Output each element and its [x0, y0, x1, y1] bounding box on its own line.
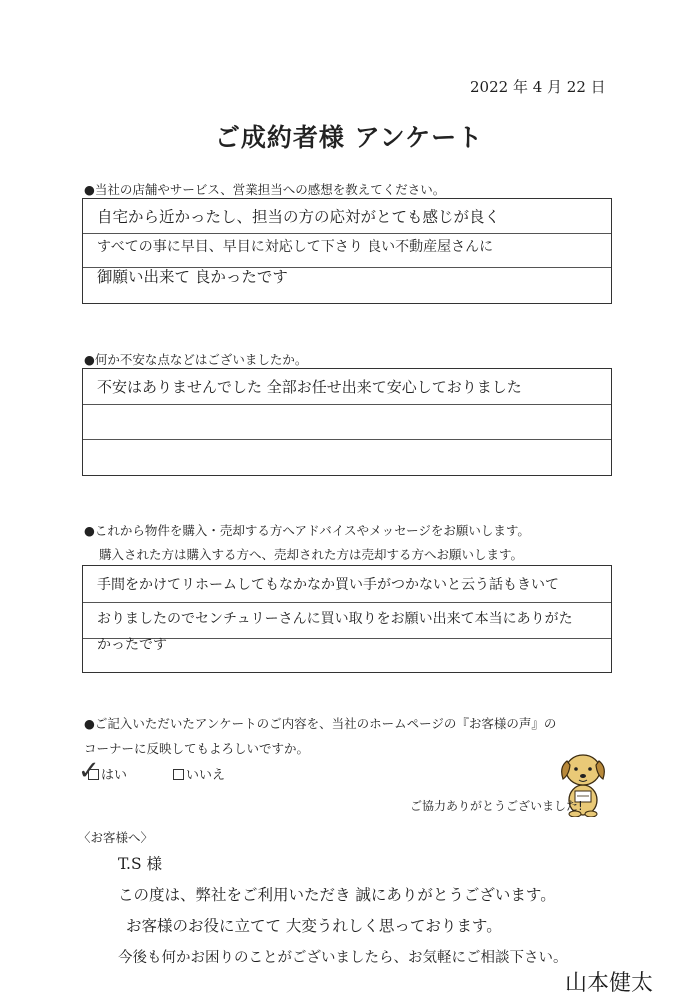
answer-line: 手間をかけてリホームしてもなかなか買い手がつかないと云う話もきいて: [97, 577, 559, 593]
staff-signature: 山本健太: [565, 971, 654, 996]
question-concerns: ●何か不安な点などはございましたか。: [84, 352, 308, 367]
question-advice-note: 購入された方は購入する方へ、売却された方は売却する方へお願いします。: [99, 547, 524, 562]
check-mark-icon: ✓: [78, 756, 100, 786]
answer-line: かったです: [97, 637, 167, 653]
ruled-line: [83, 233, 611, 234]
answer-box-impressions: [82, 198, 612, 304]
answer-line: 不安はありませんでした 全部お任せ出来て安心しておりました: [97, 378, 522, 396]
question-advice: ●これから物件を購入・売却する方へアドバイスやメッセージをお願いします。: [84, 523, 530, 538]
reply-heading: 〈お客様へ〉: [78, 830, 154, 845]
option-yes-label: はい: [101, 768, 128, 783]
page-title: ご成約者様 アンケート: [214, 123, 484, 152]
question-impressions: ●当社の店舗やサービス、営業担当への感想を教えてください。: [84, 182, 446, 197]
option-no-label: いいえ: [186, 768, 226, 783]
reply-line: お客様のお役に立てて 大変うれしく思っております。: [126, 917, 502, 935]
answer-box-concerns: [82, 368, 612, 476]
question-publish-consent: ●ご記入いただいたアンケートのご内容を、当社のホームページの『お客様の声』の: [84, 716, 557, 731]
answer-line: おりましたのでセンチュリーさんに買い取りをお願い出来て本当にありがた: [97, 611, 573, 627]
ruled-line: [83, 439, 611, 440]
question-publish-consent-2: コーナーに反映してもよろしいですか。: [84, 741, 310, 756]
thanks-message: ご協力ありがとうございました!: [410, 799, 583, 813]
option-no[interactable]: [173, 764, 225, 783]
ruled-line: [83, 404, 611, 405]
reply-recipient: T.S 様: [118, 855, 163, 873]
answer-line: すべての事に早目、早目に対応して下さり 良い不動産屋さんに: [97, 239, 494, 255]
answer-line: 御願い出来て 良かったです: [97, 268, 288, 286]
reply-line: 今後も何かお困りのことがございましたら、お気軽にご相談下さい。: [118, 950, 568, 966]
answer-box-advice: [82, 565, 612, 673]
ruled-line: [83, 602, 611, 603]
survey-date: 2022 年 4 月 22 日: [470, 78, 606, 96]
reply-line: この度は、弊社をご利用いただき 誠にありがとうございます。: [118, 886, 556, 904]
checkbox-no[interactable]: [173, 769, 184, 780]
answer-line: 自宅から近かったし、担当の方の応対がとても感じが良く: [97, 208, 501, 226]
